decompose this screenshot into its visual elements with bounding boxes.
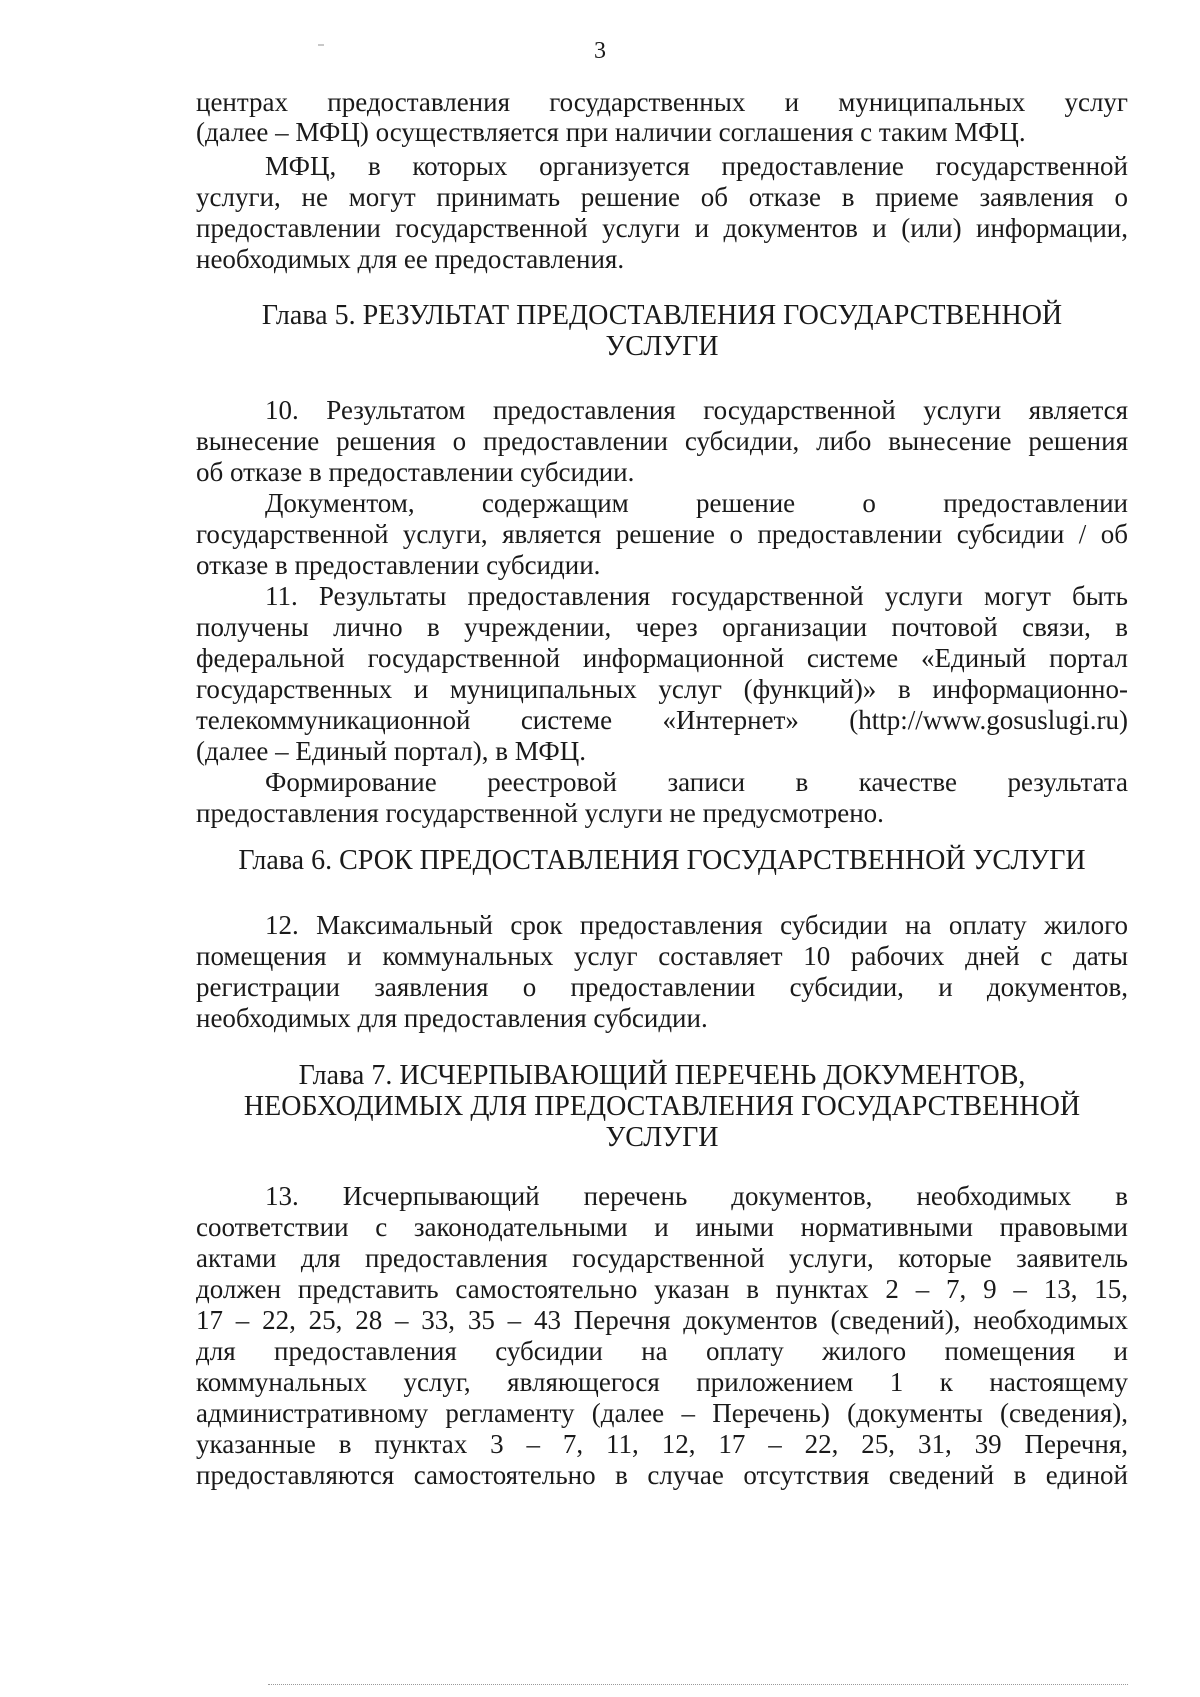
text-line: получены лично в учреждении, через организации почтовой связи, в <box>196 612 1128 642</box>
text-line: предоставлении государственной услуги и документов и (или) информации, <box>196 213 1128 243</box>
text-line: регистрации заявления о предоставлении субсидии, и документов, <box>196 972 1128 1002</box>
text-line: федеральной государственной информационной системе «Единый портал <box>196 643 1128 673</box>
text-line: необходимых для ее предоставления. <box>196 244 625 274</box>
text-line: 13. Исчерпывающий перечень документов, необходимых в <box>265 1181 1128 1211</box>
text-line: Формирование реестровой записи в качестве результата <box>265 767 1128 797</box>
text-line: отказе в предоставлении субсидии. <box>196 550 601 580</box>
text-line: (далее – МФЦ) осуществляется при наличии соглашения с таким МФЦ. <box>196 117 1026 147</box>
text-line: коммунальных услуг, являющегося приложением 1 к настоящему <box>196 1367 1128 1397</box>
text-line: МФЦ, в которых организуется предоставление государственной <box>265 151 1128 181</box>
page-number: 3 <box>594 38 606 64</box>
text-line: (далее – Единый портал), в МФЦ. <box>196 736 586 766</box>
text-line: для предоставления субсидии на оплату жилого помещения и <box>196 1336 1128 1366</box>
text-line: Документом, содержащим решение о предоставлении <box>265 488 1128 518</box>
chapter-heading: УСЛУГИ <box>605 1122 719 1153</box>
text-line: соответствии с законодательными и иными нормативными правовыми <box>196 1212 1128 1242</box>
chapter-heading: Глава 7. ИСЧЕРПЫВАЮЩИЙ ПЕРЕЧЕНЬ ДОКУМЕНТОВ, <box>298 1060 1026 1091</box>
text-line: указанные в пунктах 3 – 7, 11, 12, 17 – 22, 25, 31, 39 Перечня, <box>196 1429 1128 1459</box>
text-line: административному регламенту (далее – Перечень) (документы (сведения), <box>196 1398 1128 1428</box>
text-line: должен представить самостоятельно указан в пунктах 2 – 7, 9 – 13, 15, <box>196 1274 1128 1304</box>
text-line: телекоммуникационной системе «Интернет» (http://www.gosuslugi.ru) <box>196 705 1128 735</box>
chapter-heading: Глава 5. РЕЗУЛЬТАТ ПРЕДОСТАВЛЕНИЯ ГОСУДАРСТВЕННОЙ <box>261 300 1063 331</box>
text-line: об отказе в предоставлении субсидии. <box>196 457 635 487</box>
text-line: 10. Результатом предоставления государственной услуги является <box>265 395 1128 425</box>
text-line: 17 – 22, 25, 28 – 33, 35 – 43 Перечня документов (сведений), необходимых <box>196 1305 1128 1335</box>
text-line: 12. Максимальный срок предоставления субсидии на оплату жилого <box>265 910 1128 940</box>
chapter-heading: НЕОБХОДИМЫХ ДЛЯ ПРЕДОСТАВЛЕНИЯ ГОСУДАРСТВЕННОЙ <box>243 1091 1081 1122</box>
text-line: государственной услуги, является решение о предоставлении субсидии / об <box>196 519 1128 549</box>
text-line: предоставления государственной услуги не предусмотрено. <box>196 798 884 828</box>
text-line: предоставляются самостоятельно в случае отсутствия сведений в единой <box>196 1460 1128 1490</box>
scan-edge-line <box>268 1684 1128 1685</box>
text-line: государственных и муниципальных услуг (функций)» в информационно- <box>196 674 1128 704</box>
text-line: 11. Результаты предоставления государственной услуги могут быть <box>265 581 1128 611</box>
text-line: центрах предоставления государственных и муниципальных услуг <box>196 87 1128 117</box>
chapter-heading: УСЛУГИ <box>605 331 719 362</box>
text-line: помещения и коммунальных услуг составляет 10 рабочих дней с даты <box>196 941 1128 971</box>
text-line: услуги, не могут принимать решение об отказе в приеме заявления о <box>196 182 1128 212</box>
text-line: вынесение решения о предоставлении субсидии, либо вынесение решения <box>196 426 1128 456</box>
text-line: актами для предоставления государственной услуги, которые заявитель <box>196 1243 1128 1273</box>
text-line: необходимых для предоставления субсидии. <box>196 1003 708 1033</box>
chapter-heading: Глава 6. СРОК ПРЕДОСТАВЛЕНИЯ ГОСУДАРСТВЕННОЙ УСЛУГИ <box>238 845 1086 876</box>
